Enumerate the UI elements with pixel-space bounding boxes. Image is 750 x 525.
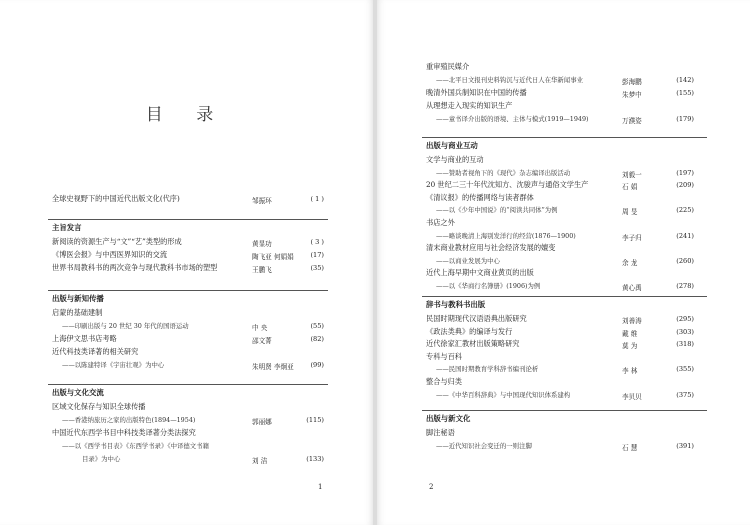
toc-entry-author: 万濮姿 [622,117,642,125]
toc-entry-page: (318) [676,340,694,349]
toc-entry-page: (55) [310,322,324,330]
toc-entry-title: ——以《华商行名簿册》(1906)为例 [436,282,541,290]
toc-entry-page: (295) [676,315,694,323]
toc-entry-page: (303) [676,327,694,336]
toc-entry-page: (225) [676,206,694,215]
toc-entry-page: (278) [676,282,694,290]
section-rule [48,290,328,291]
toc-entry-page: (209) [676,181,694,190]
toc-entry-page: (115) [306,416,324,424]
page-number-right: 2 [429,483,434,491]
toc-entry-page: (179) [676,115,694,123]
toc-entry-title: 区域文化保存与知识全球传播 [52,402,146,411]
toc-entry-title: ——赞助者视角下的《现代》杂志编译出版活动 [436,168,571,177]
toc-entry-author: 陶飞亚 何娟娟 [252,253,294,261]
toc-entry-title: 目录》为中心 [82,455,121,463]
toc-entry-page: (133) [306,455,324,463]
toc-entry-author: 李 林 [622,367,638,376]
toc-entry-title: 20 世纪二三十年代沈知方、沈骏声与通俗文学生产 [426,180,589,190]
toc-entry-title: 专科与百科 [426,351,462,361]
toc-entry-author: 周 旻 [622,208,638,217]
section-rule [422,296,707,297]
section-heading: 出版与商业互动 [426,141,478,150]
section-heading: 辞书与教科书出版 [426,300,486,309]
toc-entry-page: (241) [676,231,694,240]
toc-entry-author: 戴 维 [622,329,638,338]
toc-entry-page: (375) [676,390,694,399]
toc-entry-title: 《清议报》的传播网络与读者群体 [426,192,534,202]
toc-entry-title: ——香港纳旅历之家的出版特色(1894—1954) [62,416,196,424]
section-heading: 出版与新知传播 [52,294,104,303]
toc-entry-author: 王鹏飞 [252,266,272,274]
toc-entry-title: ——略谈晚清上海别发洋行的经营(1876—1900) [436,231,576,240]
section-heading: 主旨发言 [52,223,82,232]
toc-entry-title: 新阅读的资源生产与“文”“艺”类型的形成 [52,237,182,246]
section-rule [48,384,328,385]
toc-entry-author: 李子归 [622,233,642,242]
toc-entry-title: 上海伊文思书店考略 [52,334,117,343]
toc-entry-author: 石 慧 [622,443,638,452]
section-heading: 出版与文化交流 [52,388,104,397]
toc-entry-title: ——印刷出版与 20 世纪 30 年代的国语运动 [62,322,189,330]
toc-entry-title: 民国时期现代汉语语典出版研究 [426,314,527,323]
toc-entry-title: 晚清外国兵制知识在中国的传播 [426,88,527,97]
right-page [377,0,750,525]
toc-entry-title: 清末商业教材应用与社会经济发展的嬗变 [426,243,556,253]
toc-entry-title: 启蒙的基础建制 [52,308,103,317]
toc-entry-title: ——北平日文报刊史料钩沉与近代日人在华新闻事业 [436,76,583,84]
toc-entry-page: (82) [310,335,324,343]
section-rule [422,137,707,138]
toc-entry-page: (99) [310,361,324,369]
toc-entry-title: 《博医会报》与中西医界知识的交流 [52,250,168,259]
toc-entry-author: 中 央 [252,324,268,332]
toc-entry-title: ——《中华百科辞典》与中国现代知识体系建构 [436,390,571,399]
toc-entry-title: ——近代知识社会变迁的一则注脚 [436,441,532,450]
toc-entry-author: 黄心禹 [622,284,642,292]
toc-entry-title: ——以《西学书目表》《东西学书录》《中译德文书籍 [62,442,209,450]
toc-entry-author: 朱梦中 [622,91,642,99]
toc-entry-author: 邵文菁 [252,337,272,345]
toc-entry-page: (355) [676,365,694,374]
toc-entry-title: ——民国时期教育学科辞书编刊论析 [436,365,539,374]
toc-entry-author: 石 娟 [622,183,638,192]
toc-entry-author: 刘毅一 [622,170,642,179]
toc-entry-author: 莫 为 [622,342,638,351]
toc-entry-author: 邹振环 [252,197,272,205]
toc-entry-title: ——以商业发展为中心 [436,256,500,265]
toc-entry-title: 世界书局教科书的两次竞争与现代教科书市场的塑型 [52,263,218,272]
toc-entry-title: 全球史视野下的中国近代出版文化(代序) [52,194,180,203]
toc-entry-page: (17) [310,251,324,259]
toc-entry-author: 朱明贤 李炯亚 [252,363,294,371]
toc-entry-page: (142) [676,76,694,84]
toc-entry-title: 从理想走入现实的知识生产 [426,101,513,110]
toc-entry-page: (260) [676,256,694,265]
toc-entry-page: ( 3 ) [310,238,324,246]
toc-entry-title: 整合与归类 [426,377,462,386]
toc-entry-author: 黄显功 [252,240,272,248]
toc-entry-author: 余 龙 [622,258,638,267]
toc-entry-page: (35) [310,264,324,272]
toc-entry-author: 彭海鹏 [622,78,642,86]
left-page [0,0,373,525]
toc-entry-author: 郭丽娜 [252,418,272,426]
toc-entry-author: 刘 洁 [252,457,268,465]
toc-entry-title: 近代科技类译著的相关研究 [52,347,139,356]
toc-entry-title: ——以《少年中国说》的“阅读共同体”为例 [436,206,558,215]
toc-entry-title: 重审殖民媒介 [426,62,470,71]
toc-entry-author: 刘善涛 [622,317,642,325]
toc-entry-title: 脚注秘语 [426,428,455,437]
toc-entry-title: 书店之外 [426,218,455,227]
page-number-left: 1 [318,483,323,491]
toc-entry-title: 近代上海早期中文商业黄页的出版 [426,268,534,278]
toc-entry-author: 李贝贝 [622,392,642,401]
toc-entry-title: ——童书译介出版的语境、主体与模式(1919—1949) [436,115,589,123]
toc-entry-page: (391) [676,441,694,450]
toc-entry-page: (197) [676,168,694,177]
section-rule [48,219,328,220]
toc-entry-title: 近代徐家汇教材出版策略研究 [426,339,520,349]
toc-entry-title: ——以陈建特译《宇宙壮观》为中心 [62,361,165,369]
toc-entry-title: 中国近代东西学书目中科技类译著分类法探究 [52,428,196,437]
toc-title: 目 录 [145,105,228,125]
section-rule [422,410,707,411]
toc-entry-page: (155) [676,89,694,97]
toc-entry-title: 《政法类典》的编译与发行 [426,326,513,336]
toc-entry-title: 文学与商业的互动 [426,155,484,164]
toc-entry-page: ( 1 ) [310,195,324,203]
section-heading: 出版与新文化 [426,414,471,423]
